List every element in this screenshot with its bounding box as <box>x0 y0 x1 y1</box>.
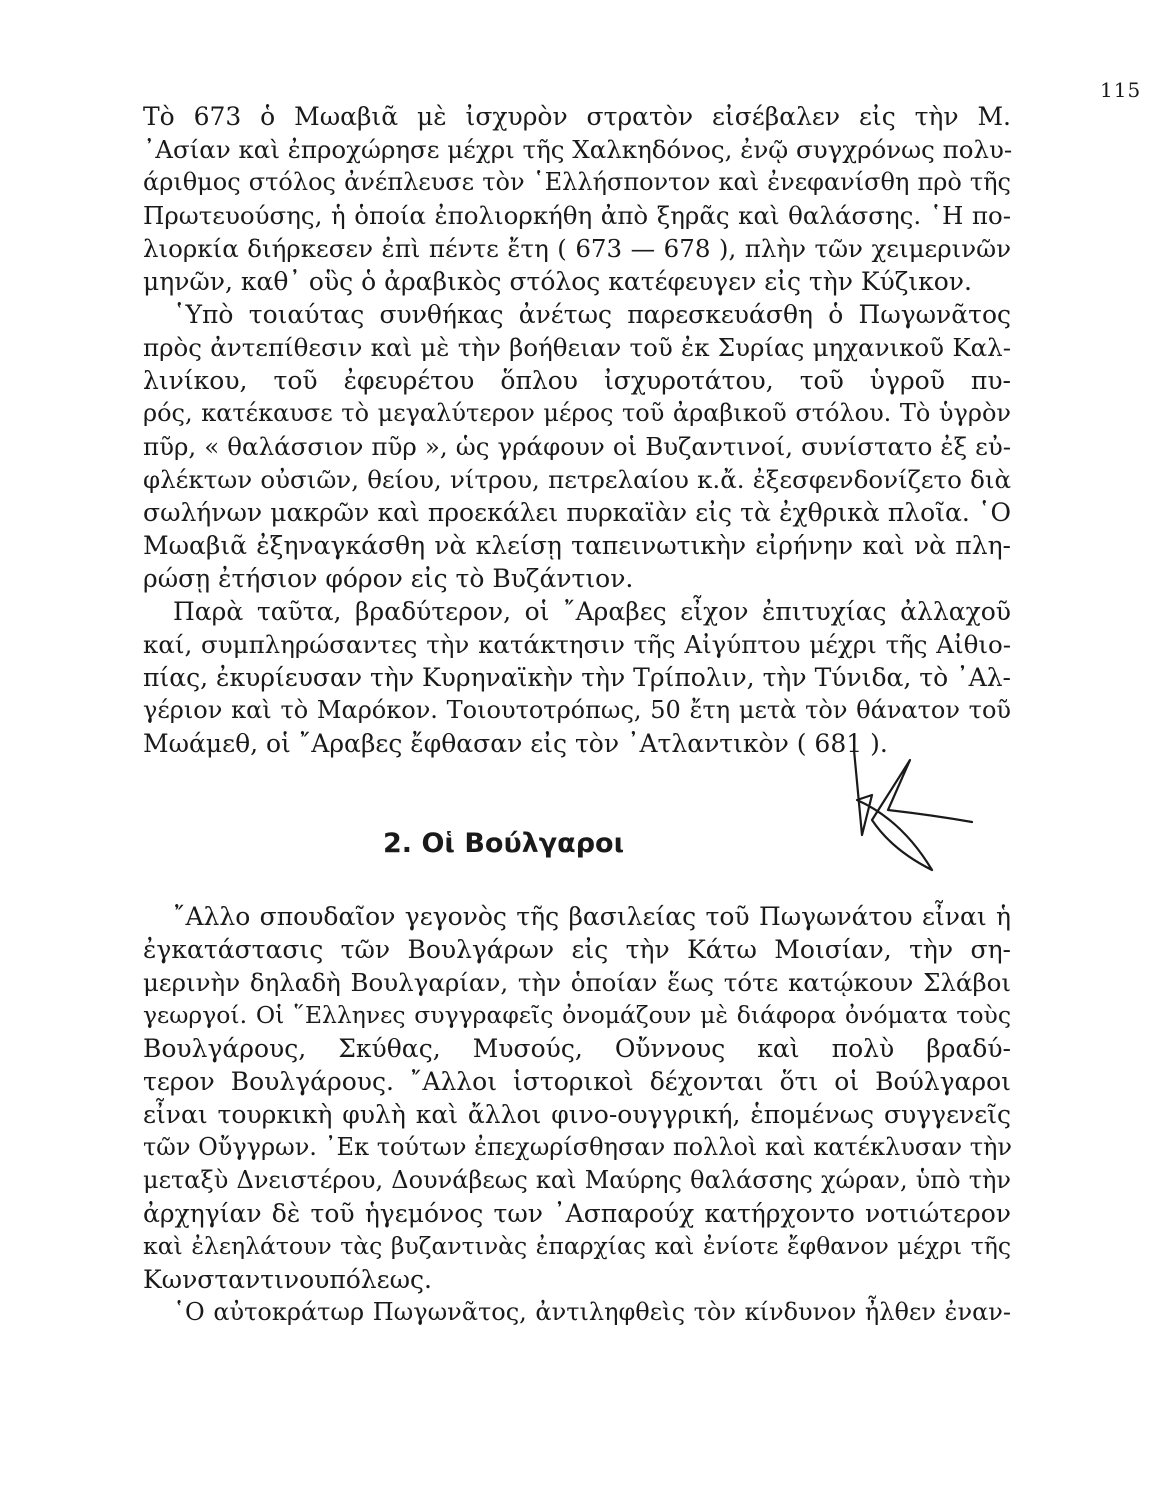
handwritten-signature <box>832 740 982 880</box>
text-line: Μωαβιᾶ ἐξηναγκάσθη νὰ κλείσῃ ταπεινωτικὴν εἰρήνην καὶ νὰ πλη- <box>143 531 1011 560</box>
text-line: ῾Υπὸ τοιαύτας συνθήκας ἀνέτως παρεσκευάσθη ὁ Πωγωνᾶτος <box>173 300 1011 329</box>
page-number: 115 <box>1100 78 1142 102</box>
text-line: φλέκτων οὐσιῶν, θείου, νίτρου, πετρελαίου κ.ἄ. ἐξεσφενδονίζετο διὰ <box>143 465 1011 494</box>
text-line: ρός, κατέκαυσε τὸ μεγαλύτερον μέρος τοῦ ἀραβικοῦ στόλου. Τὸ ὑγρὸν <box>143 399 1011 427</box>
text-line: πίας, ἐκυρίευσαν τὴν Κυρηναϊκὴν τὴν Τρίπολιν, τὴν Τύνιδα, τὸ ᾿Αλ- <box>143 663 1011 692</box>
text-line: Τὸ 673 ὁ Μωαβιᾶ μὲ ἰσχυρὸν στρατὸν εἰσέβαλεν εἰς τὴν Μ. <box>143 102 1011 131</box>
text-line: άριθμος στόλος ἀνέπλευσε τὸν ῾Ελλήσποντον καὶ ἐνεφανίσθη πρὸ τῆς <box>143 168 1011 196</box>
text-line: ρώσῃ ἐτήσιον φόρον εἰς τὸ Βυζάντιον. <box>143 564 634 593</box>
text-line: σωλήνων μακρῶν καὶ προεκάλει πυρκαϊὰν εἰς τὰ ἐχθρικὰ πλοῖα. ῾Ο <box>143 498 1011 527</box>
text-line: πῦρ, « θαλάσσιον πῦρ », ὡς γράφουν οἱ Βυζαντινοί, συνίστατο ἐξ εὐ- <box>143 432 1011 461</box>
text-line: πρὸς ἀντεπίθεσιν καὶ μὲ τὴν βοήθειαν τοῦ ἐκ Συρίας μηχανικοῦ Καλ- <box>143 333 1011 362</box>
text-line: ῎Αλλο σπουδαῖον γεγονὸς τῆς βασιλείας τοῦ Πωγωνάτου εἶναι ἡ <box>173 902 1011 931</box>
text-line: καί, συμπληρώσαντες τὴν κατάκτησιν τῆς Αἰγύπτου μέχρι τῆς Αἰθιο- <box>143 630 1011 659</box>
text-line: εἶναι τουρκικὴ φυλὴ καὶ ἄλλοι φινο-ουγγρική, ἑπομένως συγγενεῖς <box>143 1100 1011 1129</box>
text-line: Μωάμεθ, οἱ ῎Αραβες ἔφθασαν εἰς τὸν ᾿Ατλαντικὸν ( 681 ). <box>143 729 888 758</box>
text-line: τερον Βουλγάρους. ῎Αλλοι ἱστορικοὶ δέχονται ὅτι οἱ Βούλγαροι <box>143 1067 1011 1096</box>
text-line: λινίκου, τοῦ ἐφευρέτου ὅπλου ἰσχυροτάτου, τοῦ ὑγροῦ πυ- <box>143 366 1011 395</box>
text-line: γεωργοί. Οἱ ῞Ελληνες συγγραφεῖς ὀνομάζουν μὲ διάφορα ὀνόματα τοὺς <box>143 1001 1011 1029</box>
text-line: ᾿Ασίαν καὶ ἐπροχώρησε μέχρι τῆς Χαλκηδόνος, ἐνῷ συγχρόνως πολυ- <box>143 135 1013 164</box>
text-line: μεταξὺ Δνειστέρου, Δουνάβεως καὶ Μαύρης θαλάσσης χώραν, ὑπὸ τὴν <box>143 1166 1011 1194</box>
text-line: ἐγκατάστασις τῶν Βουλγάρων εἰς τὴν Κάτω Μοισίαν, τὴν ση- <box>143 935 1011 964</box>
text-line: ῾Ο αὐτοκράτωρ Πωγωνᾶτος, ἀντιληφθεὶς τὸν κίνδυνον ἦλθεν ἐναν- <box>173 1298 1011 1326</box>
section-heading: 2. Οἱ Βούλγαροι <box>383 828 625 859</box>
text-line: γέριον καὶ τὸ Μαρόκον. Τοιουτοτρόπως, 50 ἔτη μετὰ τὸν θάνατον τοῦ <box>143 696 1011 724</box>
text-line: Πρωτευούσης, ἡ ὁποία ἐπολιορκήθη ἀπὸ ξηρᾶς καὶ θαλάσσης. ῾Η πο- <box>143 201 1011 230</box>
text-line: λιορκία διήρκεσεν ἐπὶ πέντε ἔτη ( 673 — 678 ), πλὴν τῶν χειμερινῶν <box>143 234 1011 263</box>
text-line: τῶν Οὔγγρων. ᾿Εκ τούτων ἐπεχωρίσθησαν πολλοὶ καὶ κατέκλυσαν τὴν <box>143 1133 1012 1161</box>
text-line: μερινὴν δηλαδὴ Βουλγαρίαν, τὴν ὁποίαν ἕως τότε κατῴκουν Σλάβοι <box>143 968 1011 997</box>
text-line: καὶ ἐλεηλάτουν τὰς βυζαντινὰς ἐπαρχίας καὶ ἐνίοτε ἔφθανον μέχρι τῆς <box>143 1232 1011 1260</box>
text-line: Παρὰ ταῦτα, βραδύτερον, οἱ ῎Αραβες εἶχον ἐπιτυχίας ἀλλαχοῦ <box>173 597 1011 626</box>
text-line: μηνῶν, καθ᾿ οὓς ὁ ἀραβικὸς στόλος κατέφευγεν εἰς τὴν Κύζικον. <box>143 267 972 296</box>
text-line: ἀρχηγίαν δὲ τοῦ ἡγεμόνος των ᾿Ασπαρούχ κατήρχοντο νοτιώτερον <box>143 1199 1011 1228</box>
text-line: Κωνσταντινουπόλεως. <box>143 1265 432 1294</box>
text-line: Βουλγάρους, Σκύθας, Μυσούς, Οὔννους καὶ πολὺ βραδύ- <box>143 1034 1011 1063</box>
